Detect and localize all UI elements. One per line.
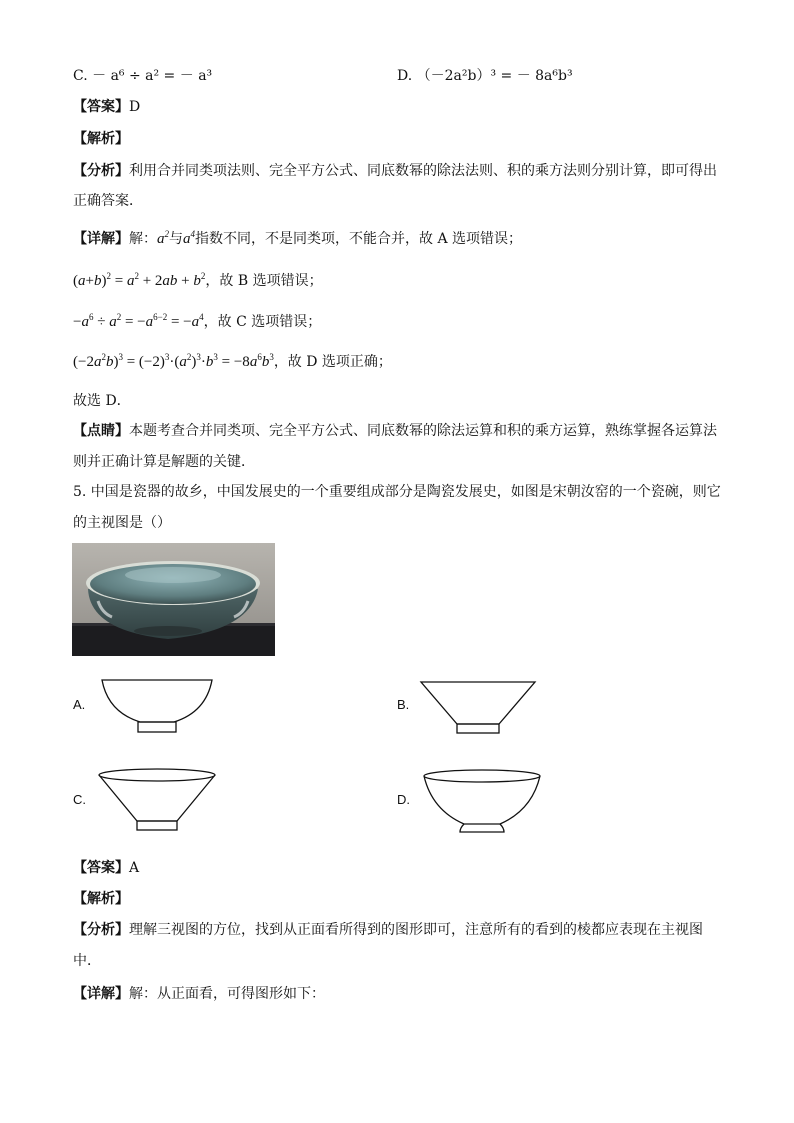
q5-fenxi-line1 bbox=[73, 920, 703, 940]
xiangjie-tag: 【详解】 bbox=[73, 231, 129, 247]
bowl-photo bbox=[72, 543, 275, 656]
dianjing-text: 本题考查合并同类项、完全平方公式、同底数幂的除法运算和积的乘方运算，熟练掌握各运算法 bbox=[129, 423, 717, 439]
q5-xiangjie-line bbox=[73, 984, 325, 1004]
q4-fenxi-line2 bbox=[73, 191, 143, 211]
q4-step-b bbox=[73, 271, 323, 291]
fenxi-text-cont: 正确答案． bbox=[73, 193, 143, 209]
q4-dianjing-line2 bbox=[73, 452, 255, 472]
q5-fenxi-line2 bbox=[73, 951, 101, 971]
q5-fenxi-text: 理解三视图的方位，找到从正面看所得到的图形即可，注意所有的看到的棱都应表现在主视图 bbox=[129, 922, 703, 938]
q4-choose-line bbox=[73, 391, 131, 411]
q5-xiangjie-text: 解：从正面看，可得图形如下： bbox=[129, 986, 325, 1002]
formula-c: $-a^6 \div a^2 = -a^{6-2} = -a^4$ bbox=[73, 312, 204, 330]
q4-analysis-line bbox=[73, 129, 129, 149]
q4-xiangjie-line bbox=[73, 229, 522, 249]
q5-answer-value: A bbox=[129, 860, 140, 876]
xiangjie-prefix: 解： bbox=[129, 231, 157, 247]
q5-fenxi-text-cont: 中． bbox=[73, 953, 101, 969]
choose-text: 故选 D． bbox=[73, 393, 131, 409]
q5-analysis-tag: 【解析】 bbox=[73, 891, 129, 907]
q5-stem-text: 5. 中国是瓷器的故乡，中国发展史的一个重要组成部分是陶瓷发展史，如图是宋朝汝窑的一个瓷碗，则它 bbox=[73, 484, 721, 500]
option-b-bowl-figure[interactable] bbox=[417, 678, 539, 736]
option-c-text: C. － a⁶ ÷ a² = － a³ bbox=[73, 68, 213, 84]
math-a4: $a^4$ bbox=[183, 229, 195, 247]
xiangjie-rest: 指数不同，不是同类项，不能合并，故 A 选项错误； bbox=[195, 231, 523, 247]
q5-xiangjie-tag: 【详解】 bbox=[73, 986, 129, 1002]
option-d-prev bbox=[397, 66, 573, 86]
option-c-prev bbox=[73, 66, 212, 86]
fenxi-text: 利用合并同类项法则、完全平方公式、同底数幂的除法法则、积的乘方法则分别计算，即可得出 bbox=[129, 163, 717, 179]
option-d-bowl-figure[interactable] bbox=[420, 766, 544, 836]
option-c-bowl-figure[interactable] bbox=[95, 766, 219, 832]
q4-dianjing-line1 bbox=[73, 421, 717, 441]
analysis-tag: 【解析】 bbox=[73, 131, 129, 147]
q4-answer-line bbox=[73, 97, 140, 117]
option-c-label: C. bbox=[73, 792, 86, 807]
option-a-label: A. bbox=[73, 697, 86, 712]
q4-fenxi-line1 bbox=[73, 161, 717, 181]
option-b-label: B. bbox=[397, 697, 410, 712]
q5-fenxi-tag: 【分析】 bbox=[73, 922, 129, 938]
q5-stem-line2 bbox=[73, 513, 171, 533]
fenxi-tag: 【分析】 bbox=[73, 163, 129, 179]
formula-d: $(-2a^2b)^3 = (-2)^3\cdot(a^2)^3\cdot b^3 = -8a^6b^3$ bbox=[73, 352, 274, 370]
step-d-text: ，故 D 选项正确； bbox=[273, 354, 392, 370]
q4-step-d bbox=[73, 352, 392, 372]
math-a2: $a^2$ bbox=[157, 229, 169, 247]
dianjing-tag: 【点睛】 bbox=[73, 423, 129, 439]
xiangjie-mid: 与 bbox=[169, 231, 183, 247]
formula-b: $(a+b)^2 = a^2 + 2ab + b^2$ bbox=[73, 271, 206, 289]
q5-answer-line bbox=[73, 858, 139, 878]
q5-answer-tag: 【答案】 bbox=[73, 860, 129, 876]
answer-value: D bbox=[129, 99, 141, 115]
q5-stem-text-cont: 的主视图是（） bbox=[73, 515, 171, 531]
option-d-text: D. （－2a²b）³ = － 8a⁶b³ bbox=[397, 68, 573, 84]
q4-step-c bbox=[73, 312, 321, 332]
option-d-label: D. bbox=[397, 792, 410, 807]
answer-tag: 【答案】 bbox=[73, 99, 129, 115]
dianjing-text-cont: 则并正确计算是解题的关键． bbox=[73, 454, 255, 470]
q5-analysis-line bbox=[73, 889, 129, 909]
q5-stem-line1 bbox=[73, 482, 721, 502]
option-a-bowl-figure[interactable] bbox=[98, 678, 216, 734]
step-c-text: ，故 C 选项错误； bbox=[203, 314, 322, 330]
step-b-text: ，故 B 选项错误； bbox=[205, 273, 323, 289]
